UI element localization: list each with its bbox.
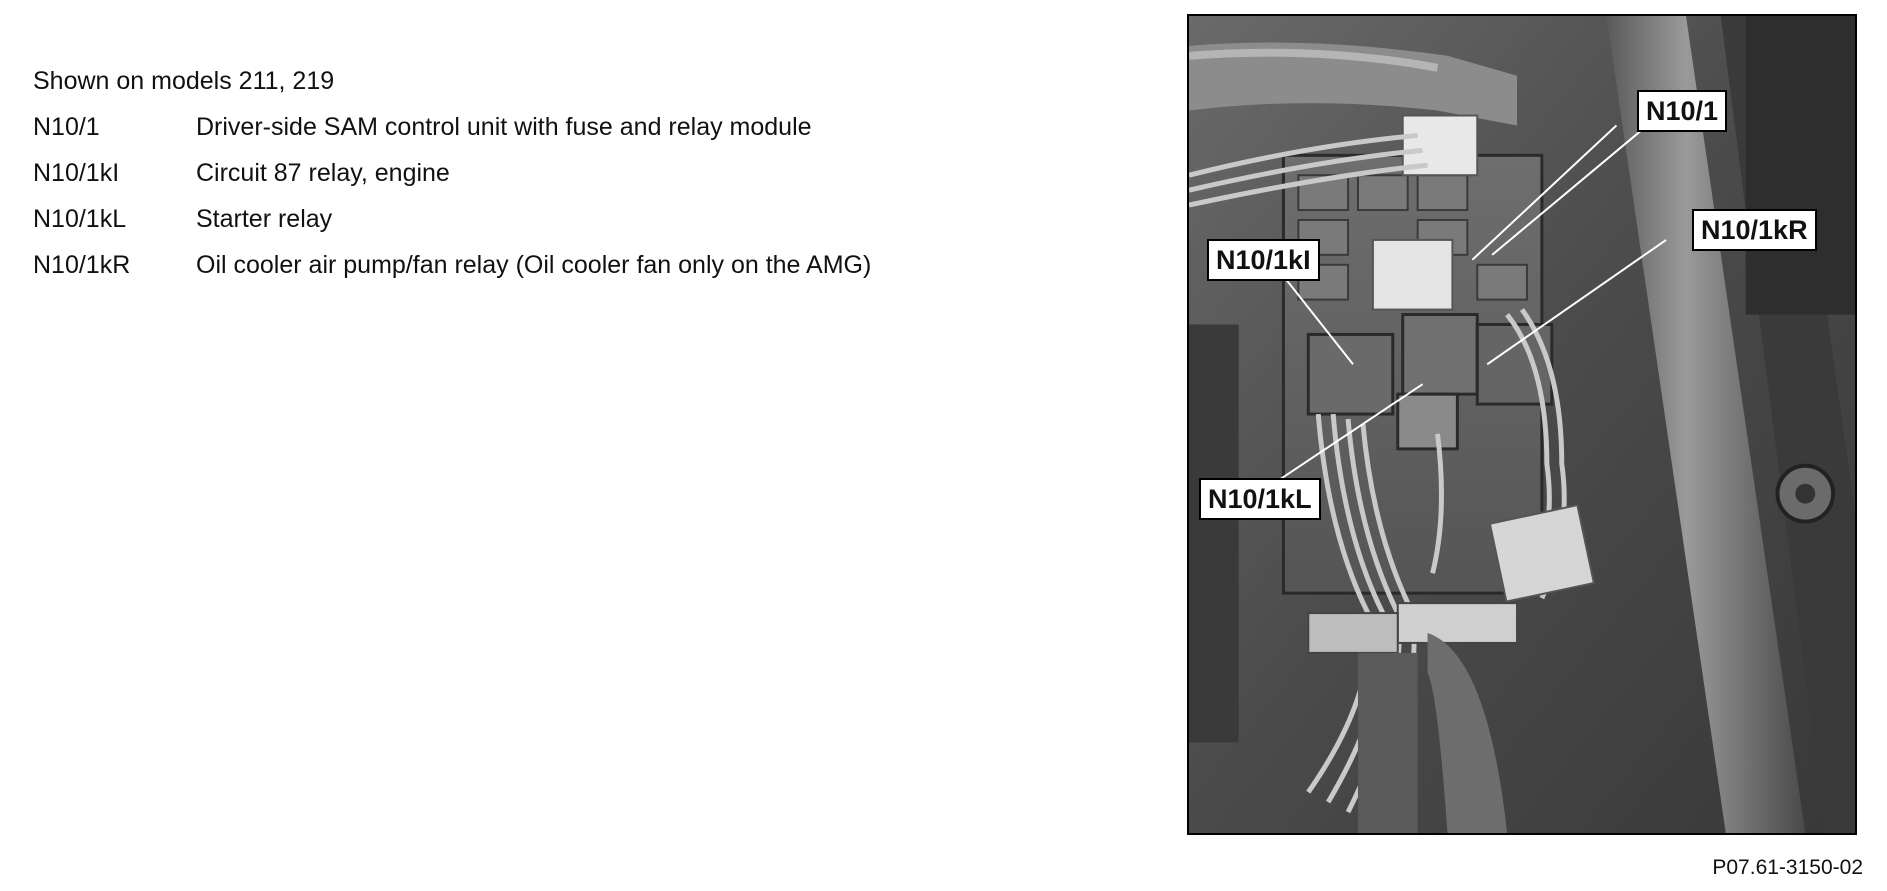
legend-code: N10/1kI [33,159,120,187]
figure-reference: P07.61-3150-02 [1712,856,1863,879]
legend-description: Driver-side SAM control unit with fuse and relay module [196,113,812,141]
legend-code: N10/1 [33,113,100,141]
legend-description: Circuit 87 relay, engine [196,159,450,187]
callout-n10-1kl: N10/1kL [1199,478,1321,520]
photo-illustration [1189,16,1855,833]
legend-row [33,104,871,150]
legend-description: Oil cooler air pump/fan relay (Oil cooler fan only on the AMG) [196,251,872,279]
legend-description: Starter relay [196,205,333,233]
callout-n10-1kr: N10/1kR [1692,209,1817,251]
callout-n10-1ki: N10/1kI [1207,239,1320,281]
legend-code: N10/1kL [33,205,127,233]
legend-code: N10/1kR [33,251,131,279]
fuse-box-photo [1187,14,1857,835]
legend-heading: Shown on models 211, 219 [33,67,335,95]
legend [33,58,871,288]
callout-n10-1: N10/1 [1637,90,1727,132]
legend-row [33,150,871,196]
legend-row [33,242,871,288]
legend-row [33,196,871,242]
